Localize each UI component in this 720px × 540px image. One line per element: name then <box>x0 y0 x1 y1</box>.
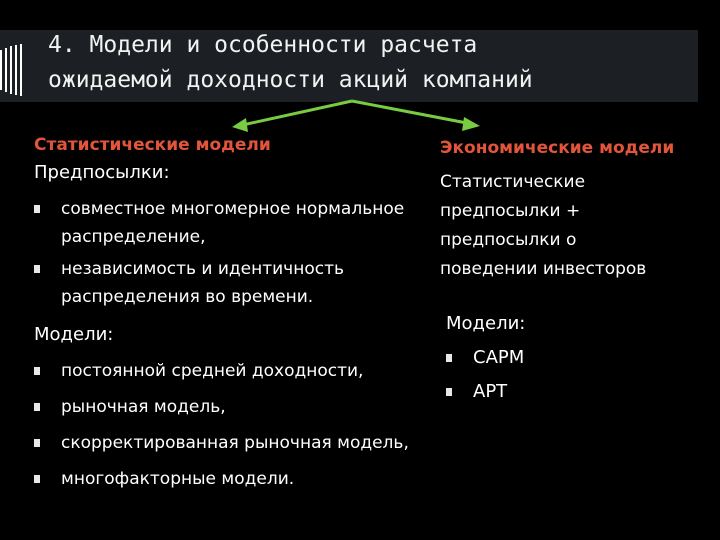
models-label-left: Модели: <box>34 324 114 345</box>
list-item <box>34 255 434 311</box>
right-column <box>440 138 710 406</box>
models-label-right: Модели: <box>446 313 526 334</box>
list-item-text: совместное многомерное нормальное распределение, <box>61 199 405 247</box>
arrow-left-head <box>232 118 248 132</box>
description-line: Статистические <box>440 172 586 192</box>
economic-models-heading: Экономические модели <box>440 138 675 158</box>
list-item <box>446 344 710 372</box>
bullet-icon <box>446 354 452 362</box>
description-line: предпосылки + <box>440 201 581 221</box>
list-item <box>446 378 710 406</box>
list-item <box>34 195 434 251</box>
economic-description <box>440 168 710 284</box>
list-item <box>34 429 434 457</box>
arrow-left <box>238 101 352 126</box>
bullet-icon <box>34 439 40 447</box>
description-line: поведении инвесторов <box>440 259 647 279</box>
bullet-icon <box>34 367 40 375</box>
bullet-icon <box>34 403 40 411</box>
premises-label: Предпосылки: <box>34 162 170 183</box>
left-column <box>34 135 434 493</box>
list-item <box>34 393 434 421</box>
list-item-text: CAPM <box>473 347 525 368</box>
title-line-1: 4. Модели и особенности расчета <box>48 32 478 58</box>
slide-title <box>48 28 688 98</box>
title-stripes-decoration <box>0 44 26 96</box>
premises-list <box>34 195 434 311</box>
models-list-right <box>446 344 710 406</box>
arrow-right <box>352 101 472 124</box>
list-item <box>34 357 434 385</box>
list-item-text: APT <box>473 381 508 402</box>
bullet-icon <box>34 265 40 273</box>
statistical-models-heading: Статистические модели <box>34 135 271 155</box>
list-item-text: независимость и идентичность распределения во времени. <box>61 259 344 307</box>
list-item-text: многофакторные модели. <box>61 469 295 489</box>
list-item <box>34 465 434 493</box>
arrow-right-head <box>462 117 480 131</box>
bullet-icon <box>34 475 40 483</box>
list-item-text: рыночная модель, <box>61 397 226 417</box>
title-line-2: ожидаемой доходности акций компаний <box>48 67 533 93</box>
description-line: предпосылки о <box>440 230 577 250</box>
models-list-left <box>34 357 434 493</box>
list-item-text: скорректированная рыночная модель, <box>61 433 409 453</box>
list-item-text: постоянной средней доходности, <box>61 361 364 381</box>
bullet-icon <box>34 205 40 213</box>
bullet-icon <box>446 388 452 396</box>
